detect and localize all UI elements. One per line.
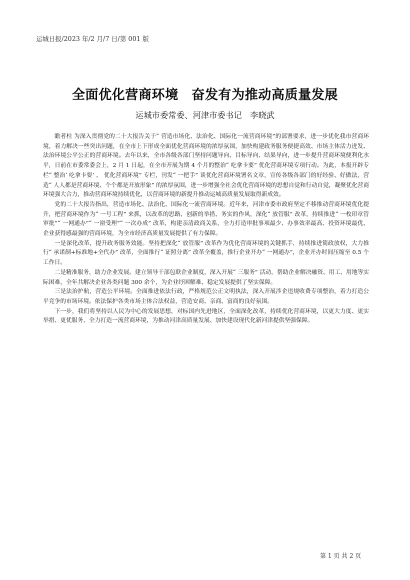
article-byline: 运城市委常委、河津市委书记 李晓武 bbox=[135, 110, 275, 120]
publication-meta: 运城日报/2023 年/2 月/7 日/第 001 版 bbox=[36, 35, 149, 43]
article-paragraph: 瞻者柱 为深入贯彻党的二十大报告关于“ 营造市场化、法治化、国际化一流营商环境”的部署要求，进一步优化我市营商环境，着力解决一些突出问题，在全市上下形成全面优化营商环境的浓厚氛围，加快构建政务服务便捷高效、市场主体活力迸发、法治环境公平公正的营商环境。去年以来，全市各级各部门坚持问题导向、目标导向、结果导向，进一步提升营商环境便利化水平，日前在市委常委会上，2 月 1 日起，在全市开展为期 4 个月的整治“ 吃拿卡要” 优化营商环境专项行动。为此，本报开辟专栏“ 整治‘ 吃拿卡要’ 、 优化营商环境” 专栏，刊发“ 一把手” 谈优化营商环境署名文章，宣传各级各部门的好经验、好做法，营造“ 人人都是营商环境、个个都是开放形象” 的浓厚氛围，进一步增强全社会优化营商环境的思想自觉和行动自觉，凝聚优化营商环境强大合力，推动营商环境持续优化，以营商环境的新提升推动运城高质量发展取得新成效。 bbox=[43, 134, 369, 199]
article-paragraph: 二是精准服务，助力企业发展。建立领导干部包联企业制度，深入开展“ 三服务” 活动，帮助企业解决融资、用工、用地等实际困难，全年共解决企业各类问题 300 余个，为企业纾困解难、稳定发展提供了坚实保障。 bbox=[43, 269, 369, 286]
article-paragraph: 一是深化改革，提升政务服务效能。坚持把深化“ 放管服” 改革作为优化营商环境的关键抓手，持续推进简政放权，大力推行“ 承诺制+标准地+全代办” 改革，全面推行“ 证照分离” 改革全覆盖，推行企业开办“ 一网通办”，企业开办时间压缩至 0.5 个工作日。 bbox=[43, 240, 369, 267]
page-number: 第 1 页 共 2 页 bbox=[320, 553, 362, 560]
article-paragraph: 党的二十大报告指出，营造市场化、法治化、国际化一流营商环境。近年来，河津市委市政府坚定不移推动营商环境优化提升，把营商环境作为“ 一号工程” 来抓，以改革的思路、创新的举措、务实的作风，深化“ 放管服” 改革，持续推进“ 一枚印章管审批”“ 一网通办”“ 一窗受理”“ 一次办成” 改革，构建亲清政商关系，全力打造审批事项最少、办事效率最高、投资环境最优、企业获得感最强的营商环境，为全市经济高质量发展提供了有力保障。 bbox=[43, 201, 369, 238]
article-title: 全面优化营商环境 奋发有为推动高质量发展 bbox=[71, 88, 338, 103]
article-body bbox=[43, 133, 369, 327]
article-paragraph: 下一步，我们将坚持以人民为中心的发展思想，对标国内先进地区，全面深化改革，持续优化营商环境，以更大力度、更实举措、更优服务，全力打造一流营商环境，为推动河津高质量发展、加快建设现代化新河津提供坚强保障。 bbox=[43, 308, 369, 325]
article-paragraph: 三是法治护航，营造公平环境。全面推进依法行政，严格规范公正文明执法，深入开展涉企违规收费专项整治，着力打造公平竞争的市场环境。依法保护各类市场主体合法权益，营造安商、亲商、富商的良好氛围。 bbox=[43, 289, 369, 305]
